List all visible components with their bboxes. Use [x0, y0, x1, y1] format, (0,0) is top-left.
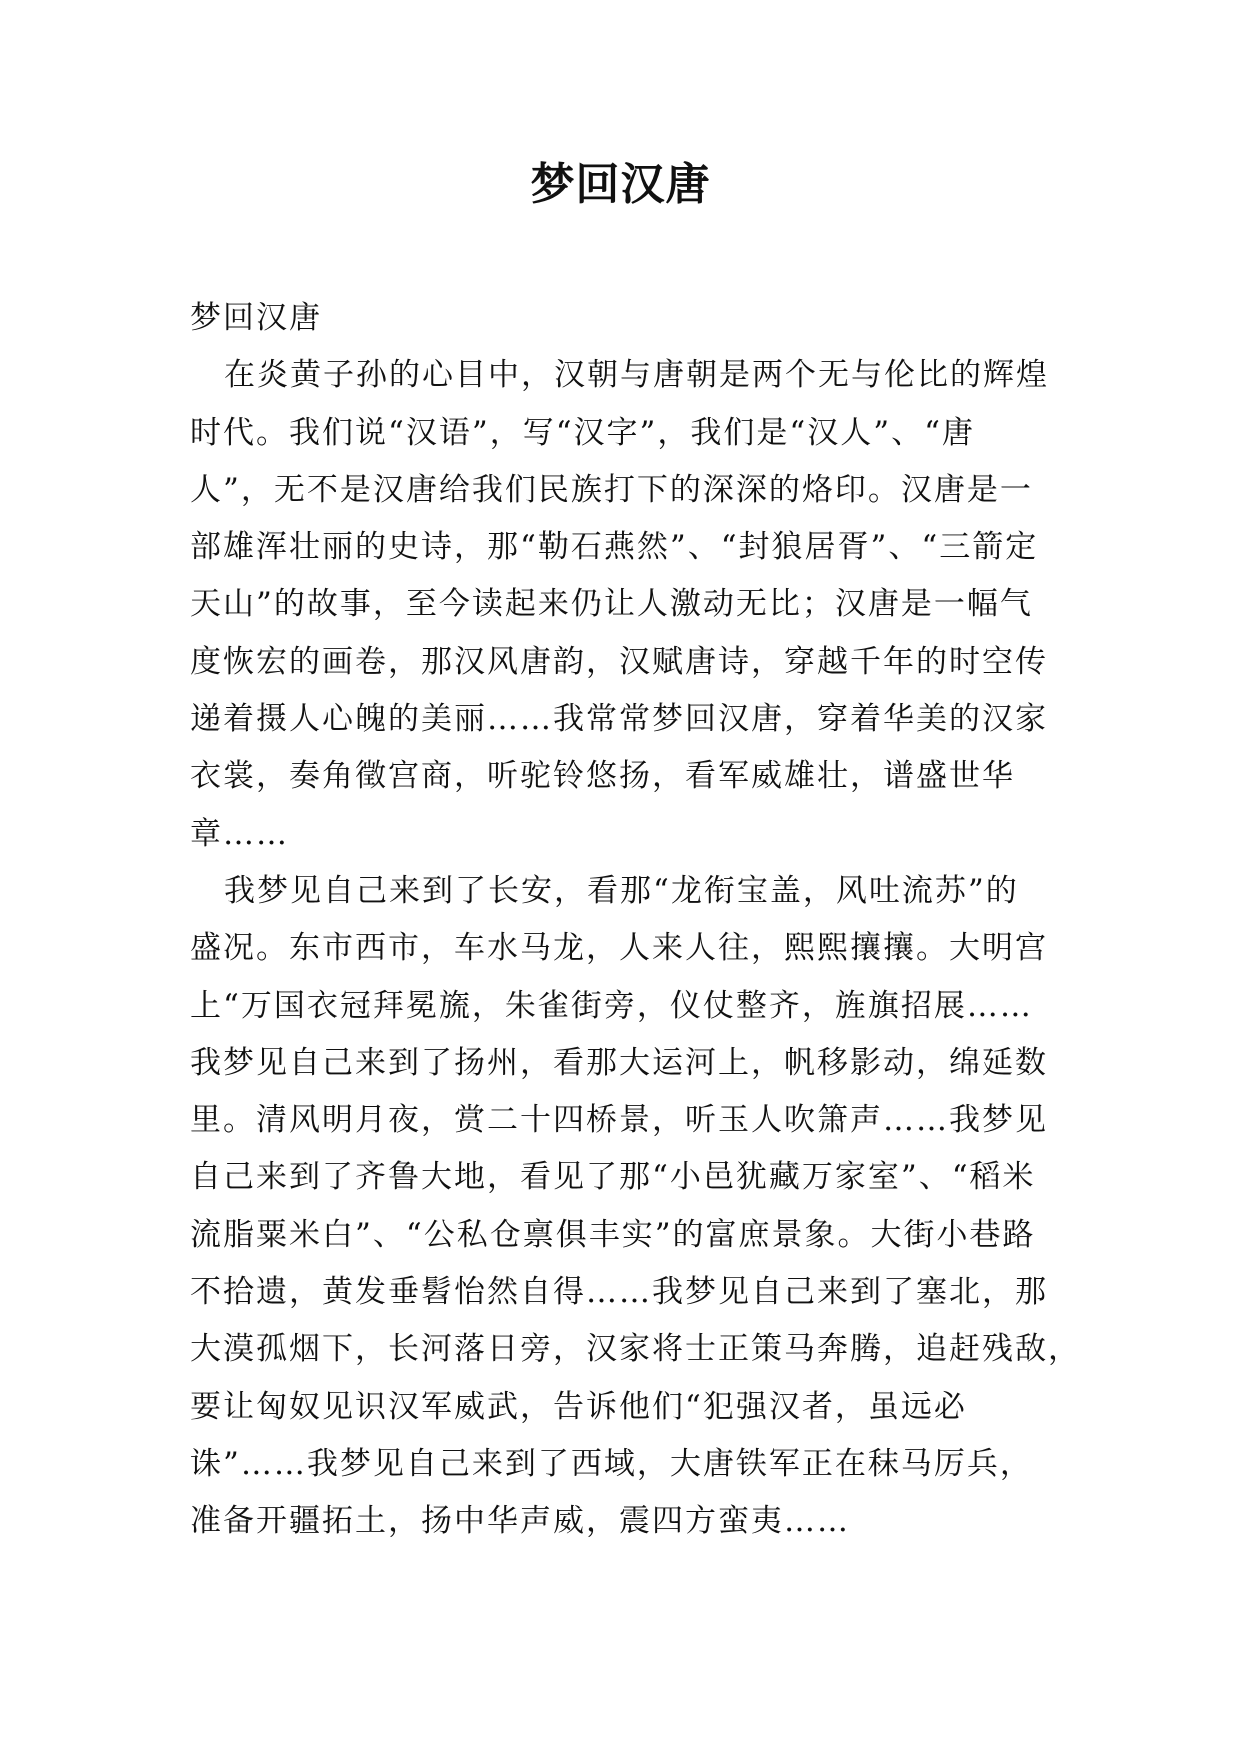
text-line: 我梦见自己来到了长安，看那“龙衔宝盖，风吐流苏”的 — [224, 872, 1019, 909]
document-body — [190, 290, 1081, 1551]
text-line: 在炎黄子孙的心目中，汉朝与唐朝是两个无与伦比的辉煌 — [224, 357, 1049, 394]
text-line: 我梦见自己来到了扬州，看那大运河上，帆移影动，绵延数 — [190, 1044, 1048, 1081]
text-line: 衣裳，奏角徵宫商，听驼铃悠扬，看军威雄壮，谱盛世华 — [190, 758, 1015, 795]
text-line: 盛况。东市西市，车水马龙，人来人往，熙熙攘攘。大明宫 — [190, 930, 1048, 967]
text-line: 上“万国衣冠拜冕旒，朱雀街旁，仪仗整齐，旌旗招展…… — [190, 987, 1033, 1024]
text-line: 要让匈奴见识汉军威武，告诉他们“犯强汉者，虽远必 — [190, 1388, 967, 1425]
text-line: 天山”的故事，至今读起来仍让人激动无比；汉唐是一幅气 — [190, 586, 1033, 623]
text-line: 自己来到了齐鲁大地，看见了那“小邑犹藏万家室”、“稻米 — [190, 1159, 1036, 1196]
paragraph-2 — [190, 863, 1081, 1551]
text-line: 里。清风明月夜，赏二十四桥景，听玉人吹箫声……我梦见 — [190, 1102, 1048, 1139]
text-line: 流脂粟米白”、“公私仓禀俱丰实”的富庶景象。大街小巷路 — [190, 1216, 1036, 1253]
text-line: 大漠孤烟下，长河落日旁，汉家将士正策马奔腾，追赶残敌， — [190, 1331, 1081, 1368]
text-line: 不拾遗，黄发垂髫怡然自得……我梦见自己来到了塞北，那 — [190, 1274, 1048, 1311]
text-line: 诛”……我梦见自己来到了西域，大唐铁军正在秣马厉兵， — [190, 1445, 1033, 1482]
text-line: 时代。我们说“汉语”，写“汉字”，我们是“汉人”、“唐 — [190, 414, 975, 451]
text-line: 部雄浑壮丽的史诗，那“勒石燕然”、“封狼居胥”、“三箭定 — [190, 529, 1039, 566]
document-subtitle: 梦回汉唐 — [190, 300, 322, 336]
document-title: 梦回汉唐 — [530, 159, 711, 210]
text-line: 度恢宏的画卷，那汉风唐韵，汉赋唐诗，穿越千年的时空传 — [190, 643, 1048, 680]
text-line: 人”，无不是汉唐给我们民族打下的深深的烙印。汉唐是一 — [190, 471, 1033, 508]
text-line: 准备开疆拓土，扬中华声威，震四方蛮夷…… — [190, 1503, 850, 1540]
paragraph-1 — [190, 347, 1050, 863]
text-line: 递着摄人心魄的美丽……我常常梦回汉唐，穿着华美的汉家 — [190, 701, 1048, 738]
text-line: 章…… — [190, 815, 289, 852]
